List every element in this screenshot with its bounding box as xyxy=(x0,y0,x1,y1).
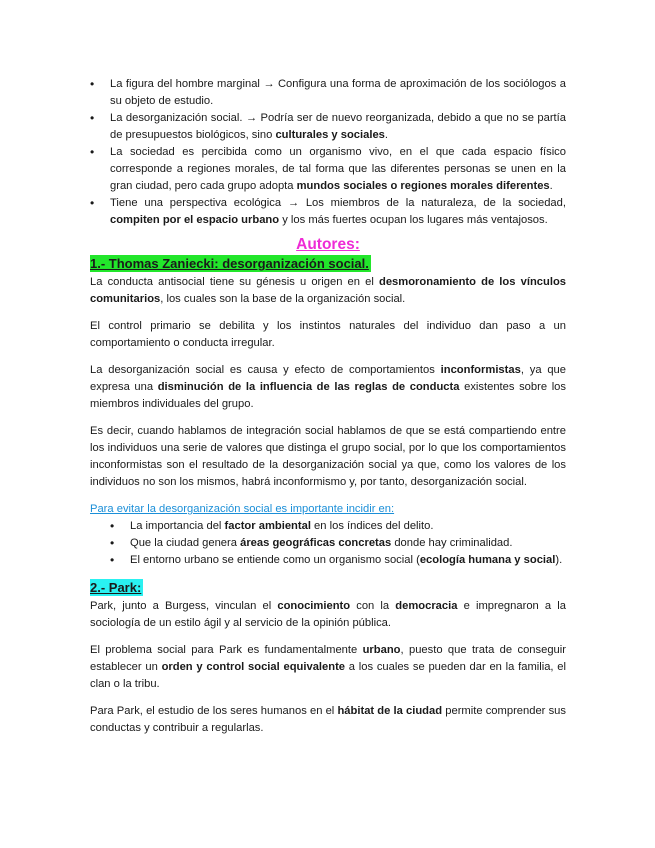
list-item: • La figura del hombre marginal → Configura una forma de aproximación de los sociólogos a su objeto de estudio. xyxy=(90,76,566,110)
list-item: • La sociedad es percibida como un organismo vivo, en el que cada espacio físico corresponde a regiones morales, de tal forma que las diferentes personas se unen en la gran ciudad, pero cada grupo adopta mundos sociales o regiones morales diferentes. xyxy=(90,144,566,195)
paragraph: La desorganización social es causa y efecto de comportamientos inconformistas, ya que expresa una disminución de la influencia de las reglas de conducta existentes sobre los miembros individuales del grupo. xyxy=(90,364,566,410)
list-item: • Que la ciudad genera áreas geográficas concretas donde hay criminalidad. xyxy=(110,535,566,552)
section-1-heading: 1.- Thomas Zaniecki: desorganización social. xyxy=(90,256,369,271)
intro-bullet-list xyxy=(90,76,566,229)
list-item: • El entorno urbano se entiende como un organismo social (ecología humana y social). xyxy=(110,552,566,569)
paragraph: Es decir, cuando hablamos de integración social hablamos de que se está compartiendo entre los individuos una serie de valores que distinga el grupo social, por lo que los comportamientos inconformistas son el resultado de la desorganización social ya que, como los valores de los individuos no son los mismos, habrá inconformismo y, por tanto, desorganización social. xyxy=(90,425,566,488)
list-item: • Tiene una perspectiva ecológica → Los miembros de la naturaleza, de la sociedad, compiten por el espacio urbano y los más fuertes ocupan los lugares más ventajosos. xyxy=(90,195,566,229)
section-1-bullet-list xyxy=(110,518,566,569)
autores-title: Autores: xyxy=(296,236,360,253)
paragraph: Para Park, el estudio de los seres humanos en el hábitat de la ciudad permite comprender sus conductas y contribuir a regularlas. xyxy=(90,705,566,734)
list-item: • La desorganización social. → Podría ser de nuevo reorganizada, debido a que no se partía de presupuestos biológicos, sino culturales y sociales. xyxy=(90,110,566,144)
paragraph: La conducta antisocial tiene su génesis u origen en el desmoronamiento de los vínculos comunitarios, los cuales son la base de la organización social. xyxy=(90,276,566,305)
list-item: • La importancia del factor ambiental en los índices del delito. xyxy=(110,518,566,535)
paragraph: Park, junto a Burgess, vinculan el conocimiento con la democracia e impregnaron a la sociología de un estilo ágil y al servicio de la opinión pública. xyxy=(90,600,566,629)
document-page xyxy=(90,76,566,737)
subheading-link: Para evitar la desorganización social es importante incidir en: xyxy=(90,503,395,515)
paragraph: El problema social para Park es fundamentalmente urbano, puesto que trata de conseguir establecer un orden y control social equivalente a los cuales se pueden dar en la familia, el clan o la tribu. xyxy=(90,644,566,690)
paragraph: El control primario se debilita y los instintos naturales del individuo dan paso a un comportamiento o conducta irregular. xyxy=(90,320,566,349)
section-2-heading: 2.- Park: xyxy=(90,580,142,595)
